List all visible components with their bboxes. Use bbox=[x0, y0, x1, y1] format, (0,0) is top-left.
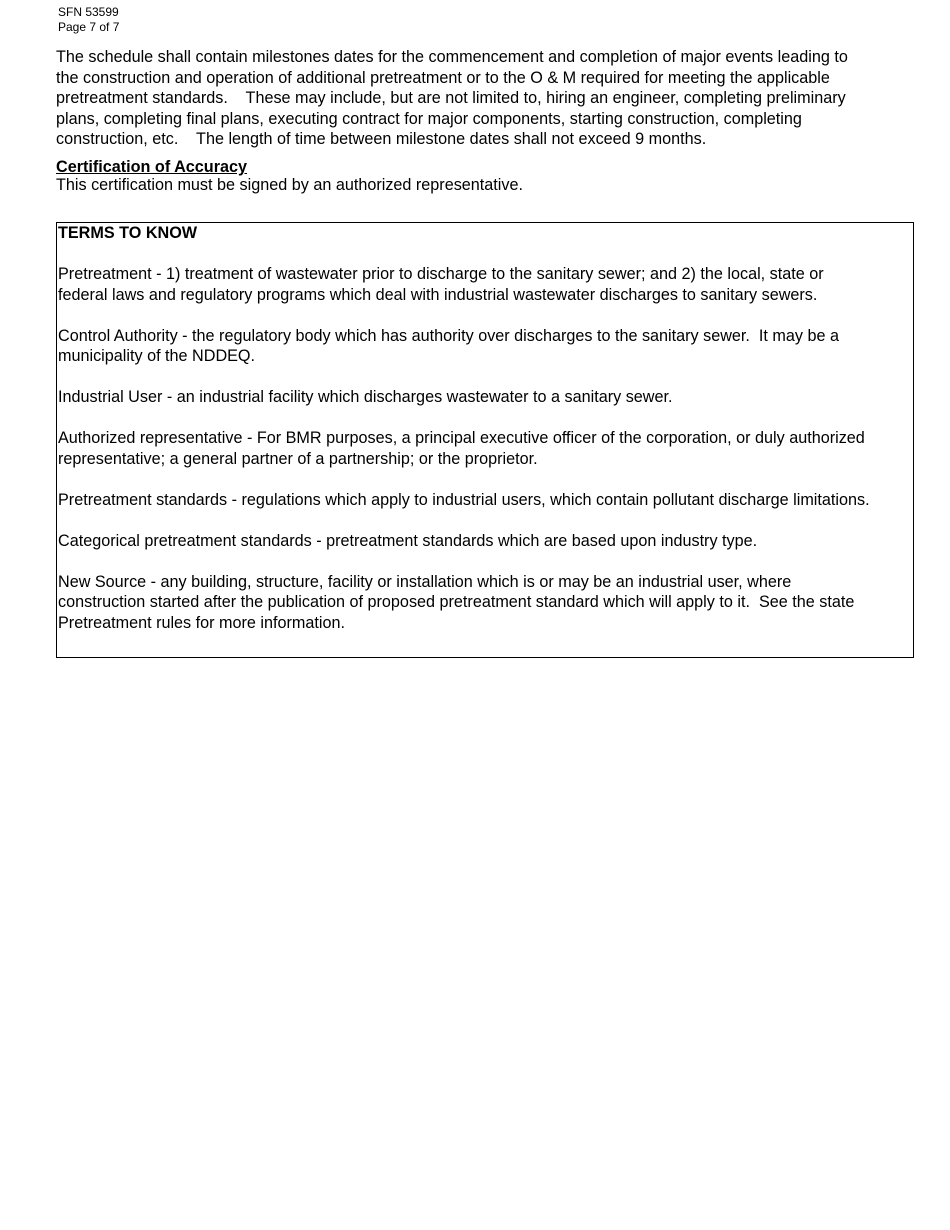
term-pretreatment-standards: Pretreatment standards - regulations which apply to industrial users, which contain pollutant discharge limitations. bbox=[58, 490, 870, 509]
form-number: SFN 53599 bbox=[58, 5, 119, 19]
certification-heading: Certification of Accuracy bbox=[56, 158, 248, 176]
terms-heading: TERMS TO KNOW bbox=[58, 224, 198, 242]
term-pretreatment: Pretreatment - 1) treatment of wastewater prior to discharge to the sanitary sewer; and 2) the local, state or federal laws and regulatory programs which deal with industrial wastewater discharges to sanitary sewers. bbox=[58, 265, 824, 304]
certification-text: This certification must be signed by an authorized representative. bbox=[56, 176, 523, 194]
term-control-authority: Control Authority - the regulatory body which has authority over discharges to the sanitary sewer. It may be a municipality of the NDDEQ. bbox=[58, 326, 839, 365]
term-new-source: New Source - any building, structure, facility or installation which is or may be an industrial user, where construction started after the publication of proposed pretreatment standard which will apply to it. See the state Pretreatment rules for more information. bbox=[58, 572, 855, 632]
term-industrial-user: Industrial User - an industrial facility which discharges wastewater to a sanitary sewer. bbox=[58, 388, 673, 406]
term-authorized-representative: Authorized representative - For BMR purposes, a principal executive officer of the corporation, or duly authorized representative; a general partner of a partnership; or the proprietor. bbox=[58, 429, 865, 468]
page-number: Page 7 of 7 bbox=[58, 20, 120, 34]
term-categorical-pretreatment-standards: Categorical pretreatment standards - pretreatment standards which are based upon industry type. bbox=[58, 531, 758, 550]
schedule-paragraph: The schedule shall contain milestones dates for the commencement and completion of major events leading to the construction and operation of additional pretreatment or to the O & M required for meeting the applicable pretreatment standards. These may include, but are not limited to, hiring an engineer, completing preliminary plans, completing final plans, executing contract for major components, starting construction, completing construction, etc. The length of time between milestone dates shall not exceed 9 months. bbox=[56, 48, 848, 148]
page-header bbox=[58, 5, 119, 35]
terms-to-know-box bbox=[56, 222, 914, 658]
